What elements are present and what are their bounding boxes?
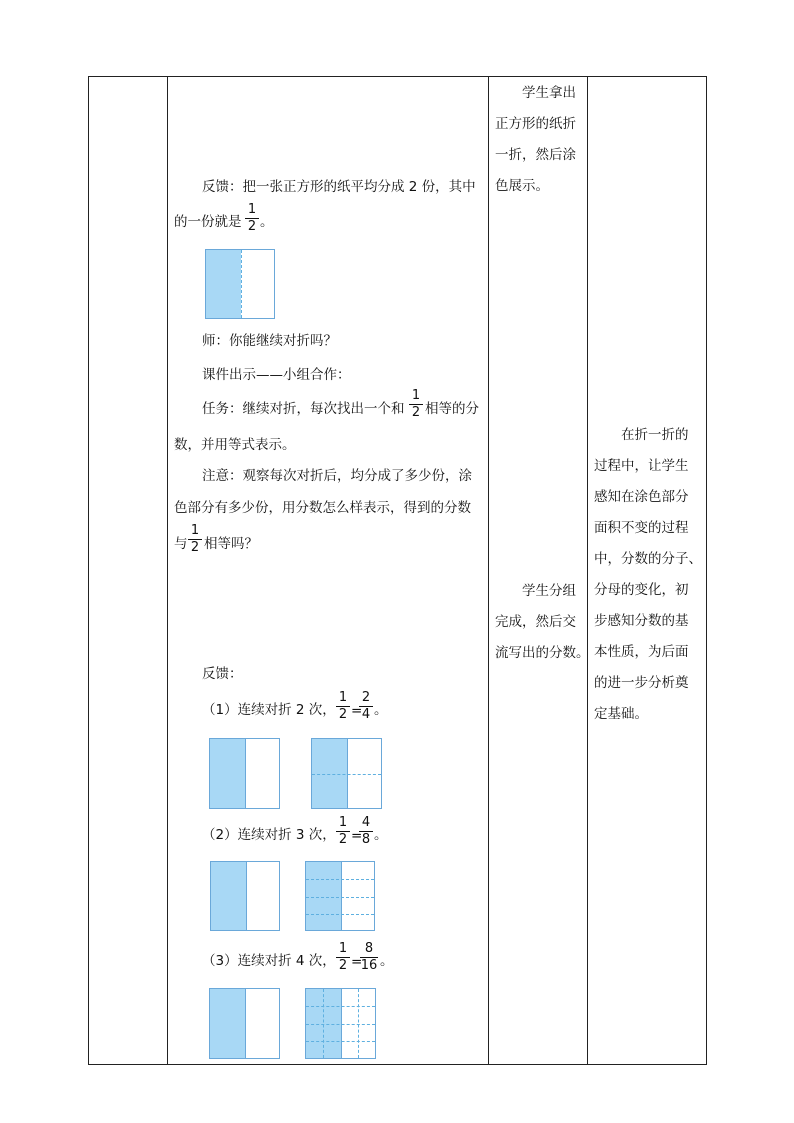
feedback-2: 反馈： — [202, 666, 243, 682]
intent-line: 感知在涂色部分 — [594, 489, 689, 505]
equals-sign: = — [351, 954, 363, 970]
square-halved — [205, 249, 275, 319]
feedback-line-2: 的一份就是 — [174, 214, 242, 230]
fraction-one-half: 1 2 — [336, 816, 350, 847]
fraction-one-half: 1 2 — [336, 691, 350, 722]
note-line-a: 注意：观察每次对折后，均分成了多少份，涂 — [202, 468, 472, 484]
square-step3-half — [209, 988, 280, 1059]
feedback-period: 。 — [260, 214, 274, 230]
student-activity-2 — [495, 576, 590, 669]
intent-line: 面积不变的过程 — [594, 520, 689, 536]
col-divider-2 — [488, 76, 489, 1064]
square-step1-fourths — [311, 738, 382, 809]
intent-line: 分母的变化，初 — [594, 582, 689, 598]
equals-sign: = — [351, 828, 363, 844]
fraction-one-half: 1 2 — [409, 389, 423, 420]
student-act2-line: 完成，然后交 — [495, 614, 576, 630]
fraction-one-half: 1 2 — [188, 524, 202, 555]
square-step2-half — [210, 861, 280, 931]
step-3-label: （3）连续对折 4 次， — [202, 953, 336, 969]
step-2-period: 。 — [374, 827, 388, 843]
note-line-b: 色部分有多少份，用分数怎么样表示，得到的分数 — [174, 500, 471, 516]
intent-line: 过程中，让学生 — [594, 458, 689, 474]
student-act1-line: 学生拿出 — [522, 85, 576, 101]
intent-line: 中，分数的分子、 — [594, 551, 702, 567]
student-act2-line: 学生分组 — [522, 583, 576, 599]
student-act1-line: 正方形的纸折 — [495, 116, 576, 132]
note-line-d: 相等吗？ — [204, 536, 258, 552]
student-act2-line: 流写出的分数。 — [495, 645, 590, 661]
step-1-period: 。 — [374, 702, 388, 718]
square-step2-eighths — [305, 861, 375, 931]
student-act1-line: 一折，然后涂 — [495, 147, 576, 163]
feedback-line-1: 反馈：把一张正方形的纸平均分成 2 份，其中 — [202, 179, 476, 195]
note-line-c: 与 — [174, 536, 188, 552]
student-activity-1 — [495, 78, 576, 202]
teacher-question: 师：你能继续对折吗？ — [202, 333, 337, 349]
intent-line: 本性质，为后面 — [594, 644, 689, 660]
student-act1-line: 色展示。 — [495, 178, 549, 194]
fraction-one-half: 1 2 — [336, 942, 350, 973]
intent-line: 在折一折的 — [621, 427, 689, 443]
step-1-label: （1）连续对折 2 次， — [202, 702, 336, 718]
intent-line: 的进一步分析奠 — [594, 675, 689, 691]
fraction-one-half: 1 2 — [245, 203, 259, 234]
col-divider-3 — [587, 76, 588, 1064]
task-line-b: 相等的分 — [425, 401, 479, 417]
intent-line: 步感知分数的基 — [594, 613, 689, 629]
square-step3-sixteenths — [305, 988, 376, 1059]
courseware-line: 课件出示——小组合作： — [202, 367, 351, 383]
equals-sign: = — [351, 703, 363, 719]
col-divider-1 — [167, 76, 168, 1064]
step-2-label: （2）连续对折 3 次， — [202, 827, 336, 843]
task-line-c: 数，并用等式表示。 — [174, 437, 296, 453]
fraction-eight-sixteenths: 8 16 — [360, 941, 378, 973]
square-step1-half — [209, 738, 280, 809]
intent-line: 定基础。 — [594, 706, 648, 722]
fraction-two-fourths: 2 4 — [359, 691, 373, 722]
step-3-period: 。 — [380, 953, 394, 969]
design-intent — [594, 420, 702, 730]
task-line-a: 任务：继续对折，每次找出一个和 — [202, 401, 405, 417]
fraction-four-eighths: 4 8 — [359, 816, 373, 847]
